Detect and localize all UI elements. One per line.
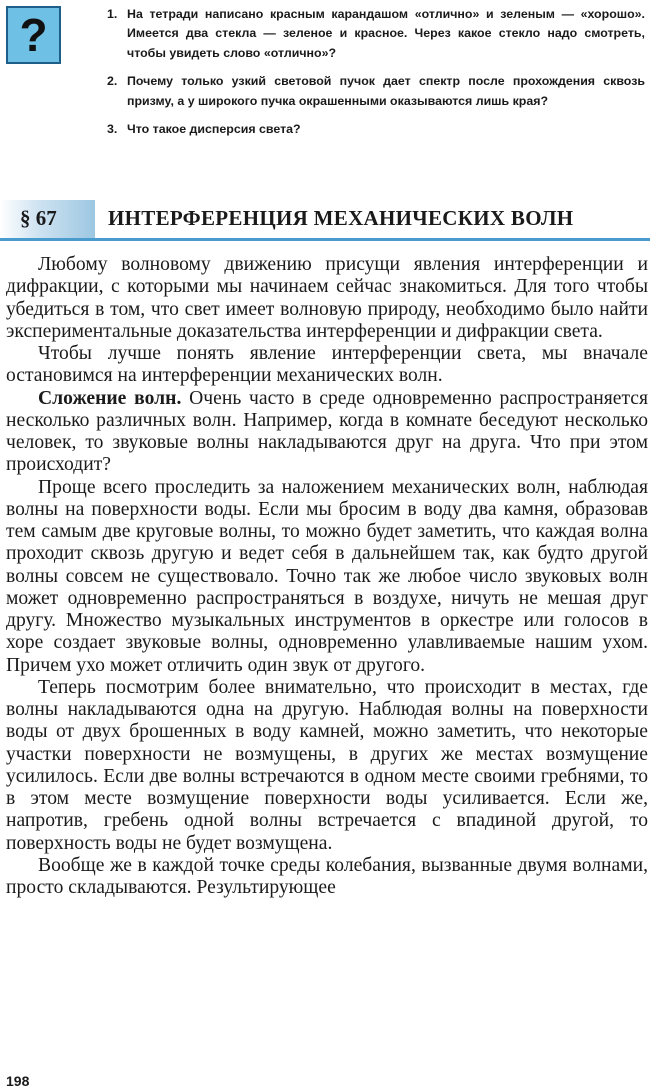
section-number: § 67 xyxy=(20,206,57,230)
question-text: Что такое дисперсия света? xyxy=(127,122,301,137)
paragraph-text: Чтобы лучше понять явление интерференции света, мы вначале остановимся на интерференции механических волн. xyxy=(6,343,648,387)
paragraph-text: Любому волновому движению присущи явления интерференции и дифракции, с которыми мы начинаем сейчас знакомиться. Для того чтобы убедиться в том, что свет имеет волновую природу, необходимо было найти экспериментальные доказательства интерференции и дифракции света. xyxy=(6,254,648,342)
review-questions xyxy=(107,5,645,148)
question-icon xyxy=(6,6,61,64)
paragraph-text: Теперь посмотрим более внимательно, что происходит в местах, где волны накладываются одна на другую. Наблюдая волны на поверхности воды от двух брошенных в воду камней, можно заметить, что некоторые участки поверхности не возмущены, в других же местах возмущение усилилось. Если две волны встречаются в одном месте своими гребнями, то в этом месте возмущение поверхности воды усиливается. Если же, напротив, гребень одной волны встречается с впадиной другой, то поверхность воды не будет возмущена. xyxy=(6,676,648,854)
section-title: ИНТЕРФЕРЕНЦИЯ МЕХАНИЧЕСКИХ ВОЛН xyxy=(108,206,574,230)
paragraph xyxy=(6,477,648,677)
section-divider xyxy=(0,238,650,241)
page-number: 198 xyxy=(6,1073,30,1089)
question-number: 3. xyxy=(107,122,118,137)
paragraph xyxy=(6,254,648,343)
paragraph xyxy=(6,388,648,477)
paragraph xyxy=(6,677,648,855)
question-number: 2. xyxy=(107,74,118,89)
question-item xyxy=(107,72,645,111)
paragraph-text: Вообще же в каждой точке среды колебания, вызванные двумя волнами, просто складываются. Результирующее xyxy=(6,854,648,898)
question-mark-icon: ? xyxy=(19,9,48,61)
section-body xyxy=(6,254,648,899)
subheading: Сложение волн. xyxy=(38,387,182,409)
paragraph-text: Проще всего проследить за наложением механических волн, наблюдая волны на поверхности воды. Если мы бросим в воду два камня, образовав тем самым две круговые волны, то можно будет заметить, что каждая волна проходит сквозь другую и ведет себя в дальнейшем так, как будто другой волны совсем не существовало. Точно так же любое число звуковых волн может одновременно распространяться в воздухе, ничуть не мешая друг другу. Множество музыкальных инструментов в оркестре или голосов в хоре создает звуковые волны, одновременно улавливаемые нашим ухом. Причем ухо может отличить один звук от другого. xyxy=(6,476,648,676)
question-text: На тетради написано красным карандашом «отлично» и зеленым — «хорошо». Имеется два стекла — зеленое и красное. Через какое стекло надо смотреть, чтобы увидеть слово «отлично»? xyxy=(127,7,645,60)
paragraph xyxy=(6,343,648,388)
question-item xyxy=(107,120,645,139)
question-text: Почему только узкий световой пучок дает спектр после прохождения сквозь призму, а у широкого пучка окрашенными оказываются лишь края? xyxy=(127,74,645,108)
paragraph-text: Очень часто в среде одновременно распространяется несколько различных волн. Например, когда в комнате беседуют несколько человек, то звуковые волны накладываются друг на друга. Что при этом происходит? xyxy=(6,387,649,476)
section-header xyxy=(0,196,654,244)
question-item xyxy=(107,5,645,63)
paragraph xyxy=(6,855,648,900)
question-number: 1. xyxy=(107,7,118,21)
